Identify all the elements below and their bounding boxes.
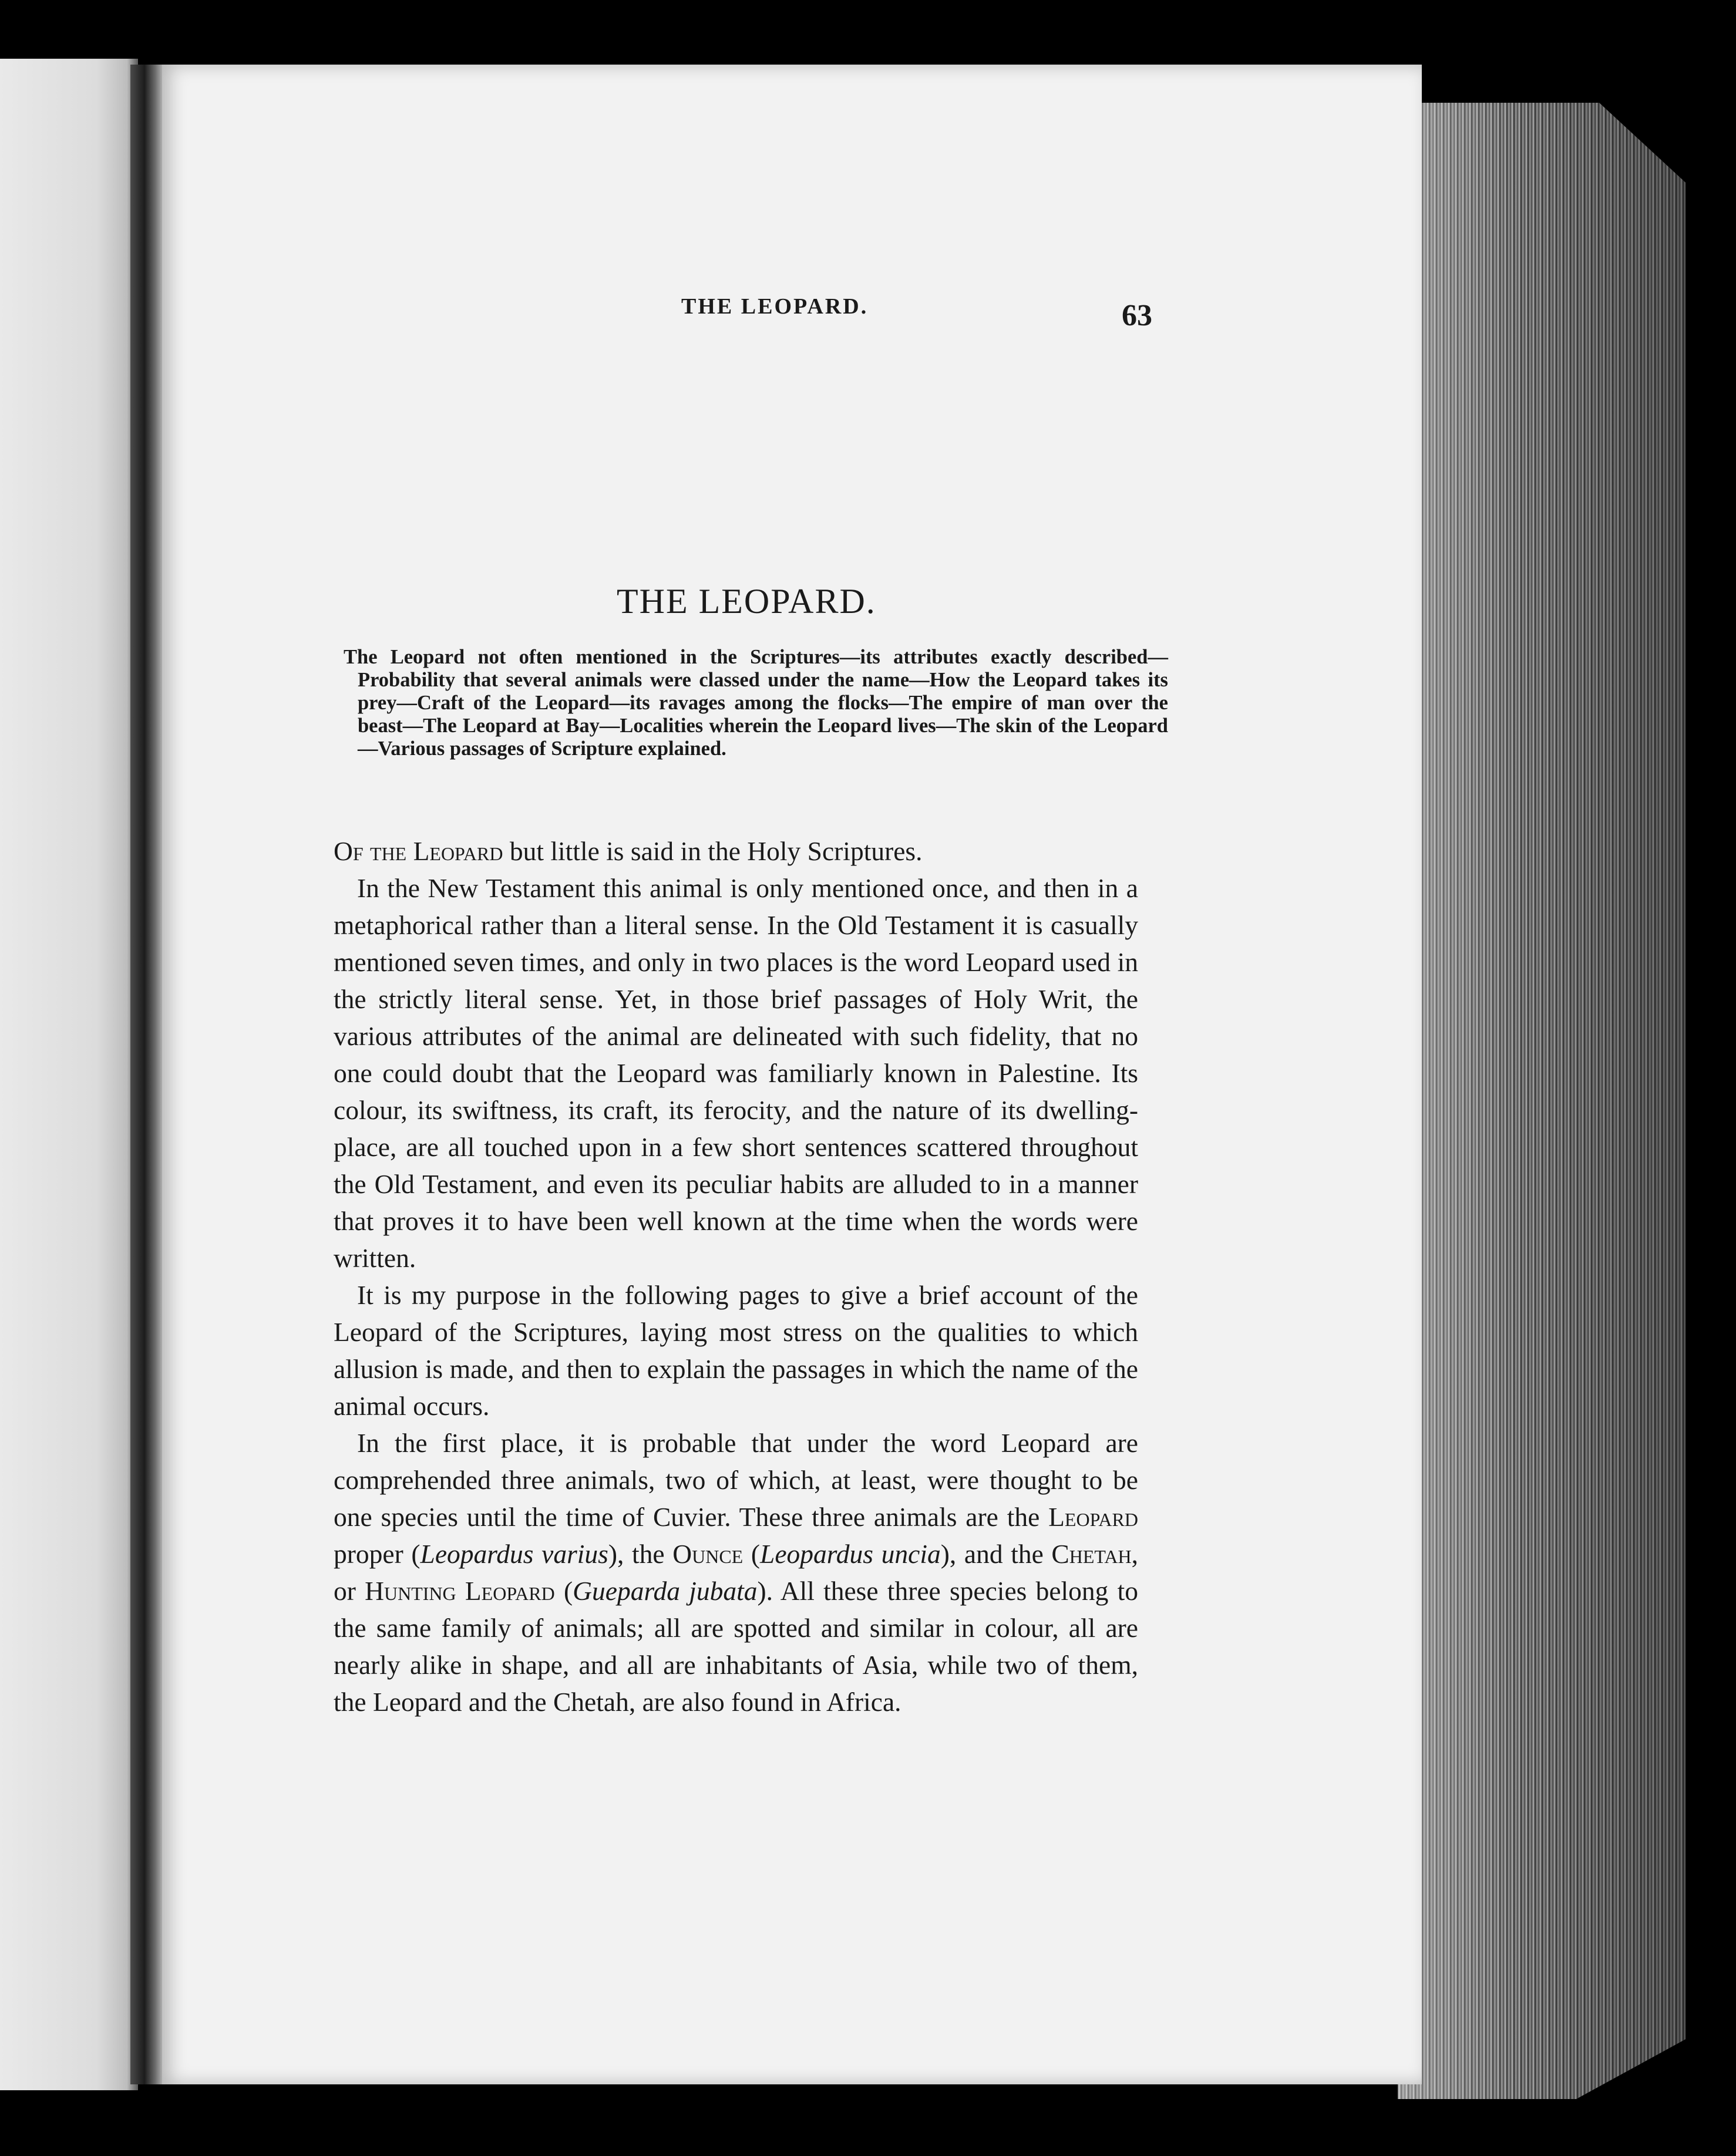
chapter-title: THE LEOPARD. xyxy=(617,582,876,621)
p4-text: In the first place, it is probable that under the word Leopard are comprehended three animals, two of which, at least, were thought to be one species until the time of Cuvier. These three animals are the xyxy=(334,1428,1138,1532)
p4-text: proper ( xyxy=(334,1539,420,1569)
chapter-summary: The Leopard not often mentioned in the Scriptures—its attributes exactly described—Probability that several animals were classed under the name—How the Leopard takes its prey—Craft of the Leopard—its ravages among the flocks—The empire of man over the beast—The Leopard at Bay—Localities wherein the Leopard lives—The skin of the Leopard—Various passages of Scripture explained. xyxy=(344,646,1168,760)
p4-term-hunting-leopard: Hunting Leopard xyxy=(365,1576,555,1606)
p4-text: ( xyxy=(554,1576,573,1606)
p4-text: , or xyxy=(334,1539,1139,1606)
p4-text: ). All these three species belong to the same family of animals; all are spotted and similar in colour, all are nearly alike in shape, and all are inhabitants of Asia, while two of them, the Leopard and the Chetah, are also found in Africa. xyxy=(334,1576,1139,1717)
page-number: 63 xyxy=(1122,299,1152,332)
lead-word: Leopard xyxy=(413,836,503,866)
paragraph-3: It is my purpose in the following pages to give a brief account of the Leopard of the Scriptures, laying most stress on the qualities to which allusion is made, and then to explain the passages in which the name of the animal occurs. xyxy=(334,1280,1138,1421)
facing-page-edge xyxy=(0,59,138,2090)
p4-term-chetah: Chetah xyxy=(1051,1539,1132,1569)
p4-latin-leopardus-uncia: Leopardus uncia xyxy=(760,1539,941,1569)
running-head: THE LEOPARD. xyxy=(681,294,869,319)
p4-term-ounce: Ounce xyxy=(672,1539,743,1569)
p4-text: ), the xyxy=(608,1539,673,1569)
body-text xyxy=(334,833,1138,1720)
page-block-shade xyxy=(1398,103,1685,2099)
paragraph-4 xyxy=(334,1424,1138,1720)
p4-text: ( xyxy=(743,1539,761,1569)
p4-latin-leopardus-varius: Leopardus varius xyxy=(420,1539,608,1569)
paragraph-1-text: but little is said in the Holy Scriptures. xyxy=(503,836,923,866)
p4-text: ), and the xyxy=(940,1539,1052,1569)
paragraph-2: In the New Testament this animal is only mentioned once, and then in a metaphorical rather than a literal sense. In the Old Testament it is casually mentioned seven times, and only in two places is the word Leopard used in the strictly literal sense. Yet, in those brief passages of Holy Writ, the various attributes of the animal are delineated with such fidelity, that no one could doubt that the Leopard was familiarly known in Palestine. Its colour, its swiftness, its craft, its ferocity, and the nature of its dwelling-place, are all touched upon in a few short sentences scattered throughout the Old Testament, and even its peculiar habits are alluded to in a manner that proves it to have been well known at the time when the words were written. xyxy=(334,873,1138,1273)
lead-initial: Of the xyxy=(334,836,413,866)
paragraph-1 xyxy=(334,833,1138,870)
p4-latin-gueparda-jubata: Gueparda jubata xyxy=(573,1576,758,1606)
book-gutter xyxy=(130,65,166,2084)
p4-term-leopard: Leopard xyxy=(1048,1502,1138,1532)
